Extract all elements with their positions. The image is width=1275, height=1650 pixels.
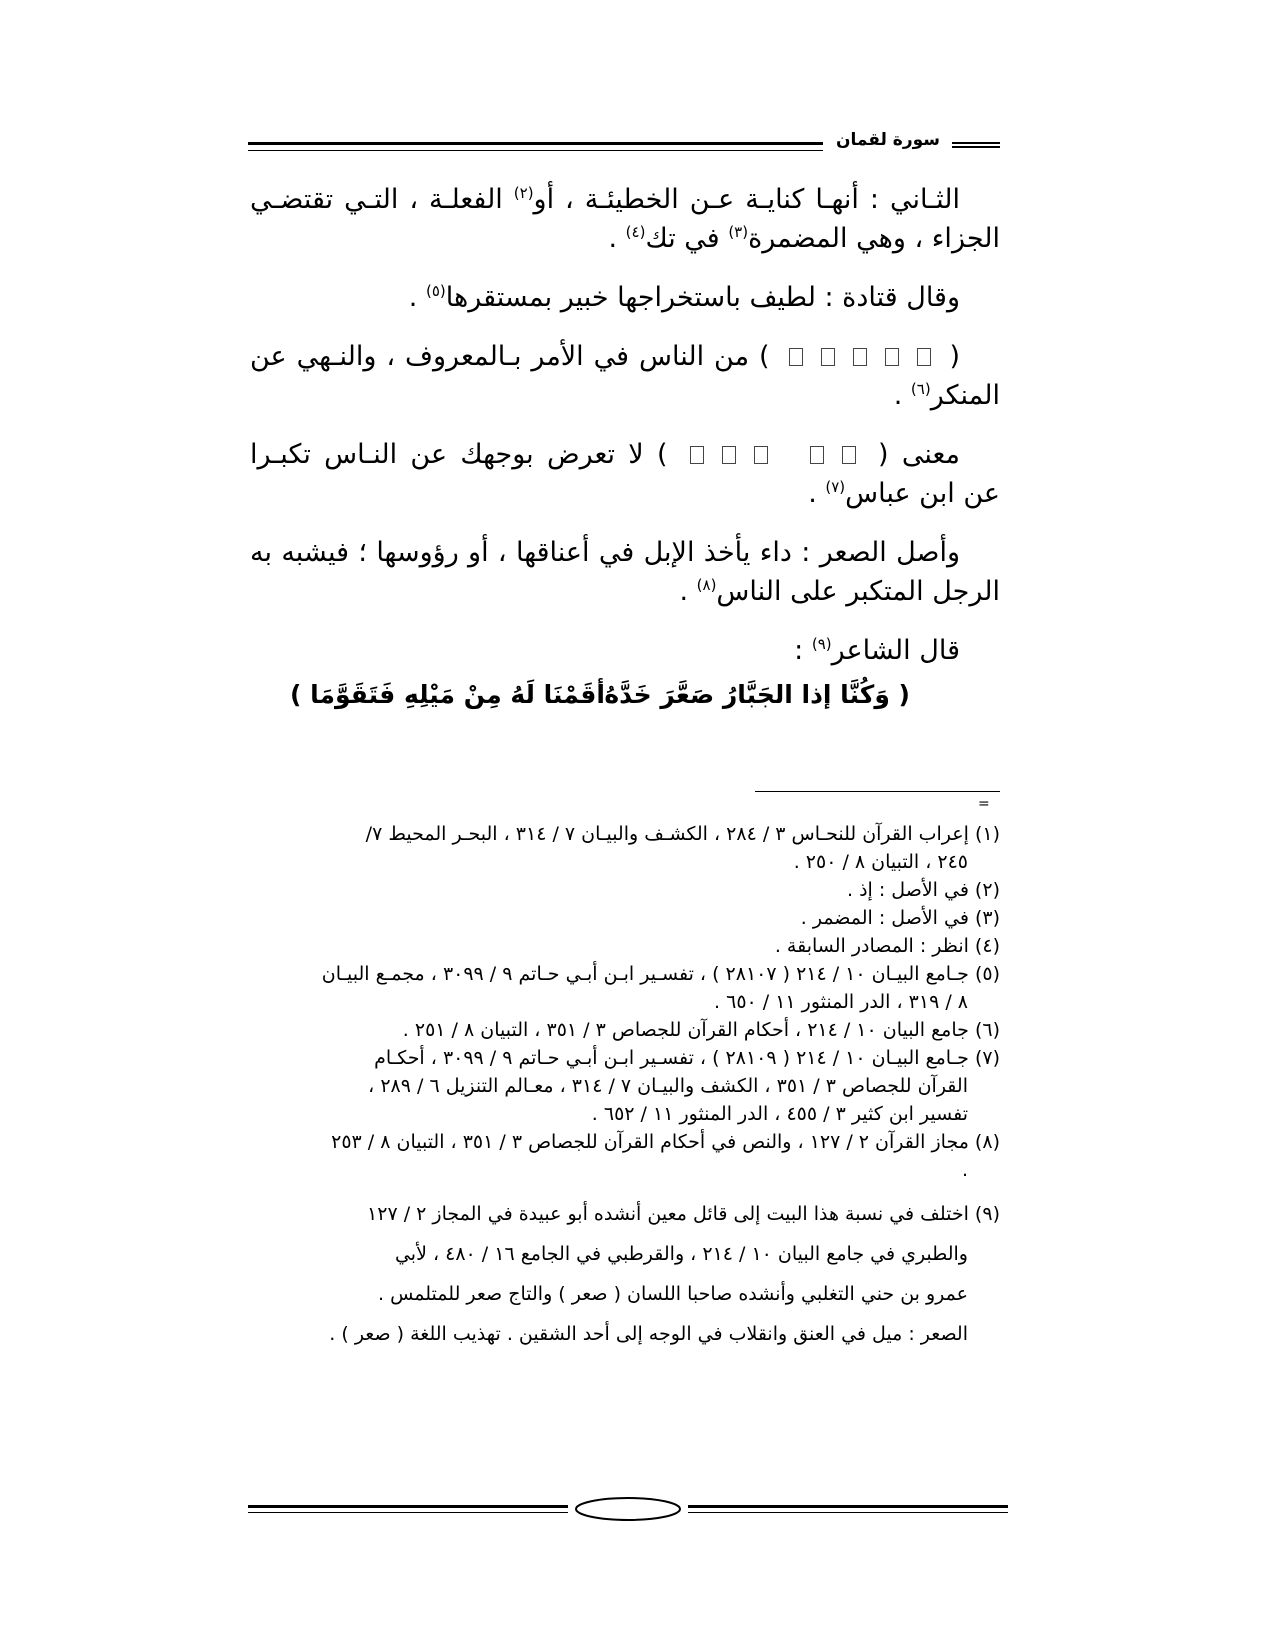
footnote-continuation-marker: = [978,796,990,812]
missing-glyph-icon [754,446,768,464]
missing-glyph-icon [917,348,931,366]
page-footer [248,1495,1008,1523]
main-text [250,180,1000,690]
missing-glyph-icon [821,348,835,366]
footnote-2: (٢) في الأصل : إذ . [847,879,1000,901]
header-rule-left [248,142,823,151]
page-number-oval [573,1495,683,1523]
footnote-5: (٥) جـامع البيـان ١٠ / ٢١٤ ( ٢٨١٠٧ ) ، تفسـير ابـن أبـي حـاتم ٩ / ٣٠٩٩ ، مجمـع البيـان ٨ / ٣١٩ ، الدر المنثور ١١ / ٦٥٠ . [321,963,1000,1013]
header-rule-right [952,142,1000,148]
poem-second-hemistich: أقَمْنَا لَهُ مِنْ مَيْلِهِ فَتَقَوَّمَا ) [290,680,605,709]
footnote-separator [755,791,1000,792]
footer-rule-left [248,1505,568,1513]
footnote-9: (٩) اختلف في نسبة هذا البيت إلى قائل معين أنشده أبو عبيدة في المجاز ٢ / ١٢٧ والطبري في جامع البيان ١٠ / ٢١٤ ، والقرطبي في الجامع ١٦ / ٤٨٠ ، لأبي عمرو بن حني التغلبي وأنشده صاحبا اللسان ( صعر ) والتاج صعر للمتلمس . الصعر : ميل في العنق وانقلاب في الوجه إلى أحد الشقين . تهذيب اللغة ( صعر ) . [329,1203,1000,1345]
footnote-ref: (٨) [696,576,717,594]
surah-title: سورة لقمان [835,130,940,150]
footnote-ref: (٤) [625,223,646,241]
footnote-ref: (٣) [728,223,749,241]
poem-first-hemistich: ( وَكُنَّا إذا الجَبَّارُ صَعَّرَ خَدَّهُ [604,680,910,709]
missing-glyph-icon [789,348,803,366]
footnote-7: (٧) جـامع البيـان ١٠ / ٢١٤ ( ٢٨١٠٩ ) ، تفسـير ابـن أبـي حـاتم ٩ / ٣٠٩٩ ، أحكـام القرآن للجصاص ٣ / ٣٥١ ، الكشف والبيـان ٧ / ٣١٤ ، معـالم التنزيل ٦ / ٢٨٩ ، تفسير ابن كثير ٣ / ٤٥٥ ، الدر المنثور ١١ / ٦٥٢ . [368,1047,1000,1125]
footnote-ref: (٩) [811,635,832,653]
missing-glyph-icon [690,446,704,464]
footnote-ref: (٦) [910,380,931,398]
footnote-1: (١) إعراب القرآن للنحـاس ٣ / ٢٨٤ ، الكشـف والبيـان ٧ / ٣١٤ ، البحـر المحيط ٧/ ٢٤٥ ، التبيان ٨ / ٢٥٠ . [365,823,1000,873]
footnote-4: (٤) انظر : المصادر السابقة . [774,935,1000,957]
paragraph-2: وقال قتادة : لطيف باستخراجها خبير بمستقرها$^{(٥)}$ . [408,282,960,313]
footnote-ref: (٧) [825,478,846,496]
missing-glyph-icon [842,446,856,464]
footnote-ref: (٢) [513,184,534,202]
footer-rule-right [688,1505,1008,1513]
page-header [248,130,1000,164]
footnote-ref: (٥) [425,282,446,300]
footnote-8: (٨) مجاز القرآن ٢ / ١٢٧ ، والنص في أحكام القرآن للجصاص ٣ / ٣٥١ ، التبيان ٨ / ٢٥٣ . [331,1131,1000,1181]
footnotes [250,820,1000,1354]
missing-glyph-icon [885,348,899,366]
paragraph-1: الثـاني : أنهـا كنايـة عـن الخطيئـة ، أو$^{(٢)}$ الفعلـة ، التـي تقتضـي الجزاء ، وهي المضمرة$^{(٣)}$ في تك$^{(٤)}$ . [250,184,1000,254]
missing-glyph-icon [853,348,867,366]
poem-verse [290,680,910,720]
footnote-6: (٦) جامع البيان ١٠ / ٢١٤ ، أحكام القرآن للجصاص ٣ / ٣٥١ ، التبيان ٨ / ٢٥١ . [402,1019,1000,1041]
footnote-3: (٣) في الأصل : المضمر . [800,907,1000,929]
missing-glyph-icon [810,446,824,464]
paragraph-3: ( ) من الناس في الأمر بـالمعروف ، والنـهي عن المنكر$^{(٦)}$ . [250,341,1000,411]
paragraph-4: معنى ( ) لا تعرض بوجهك عن النـاس تكبـرا عن ابن عباس$^{(٧)}$ . [250,439,1000,509]
paragraph-6: قال الشاعر$^{(٩)}$ : [794,635,960,666]
paragraph-5: وأصل الصعر : داء يأخذ الإبل في أعناقها ، أو رؤوسها ؛ فيشبه به الرجل المتكبر على الناس$^{(٨)}$ . [250,537,1000,607]
missing-glyph-icon [722,446,736,464]
